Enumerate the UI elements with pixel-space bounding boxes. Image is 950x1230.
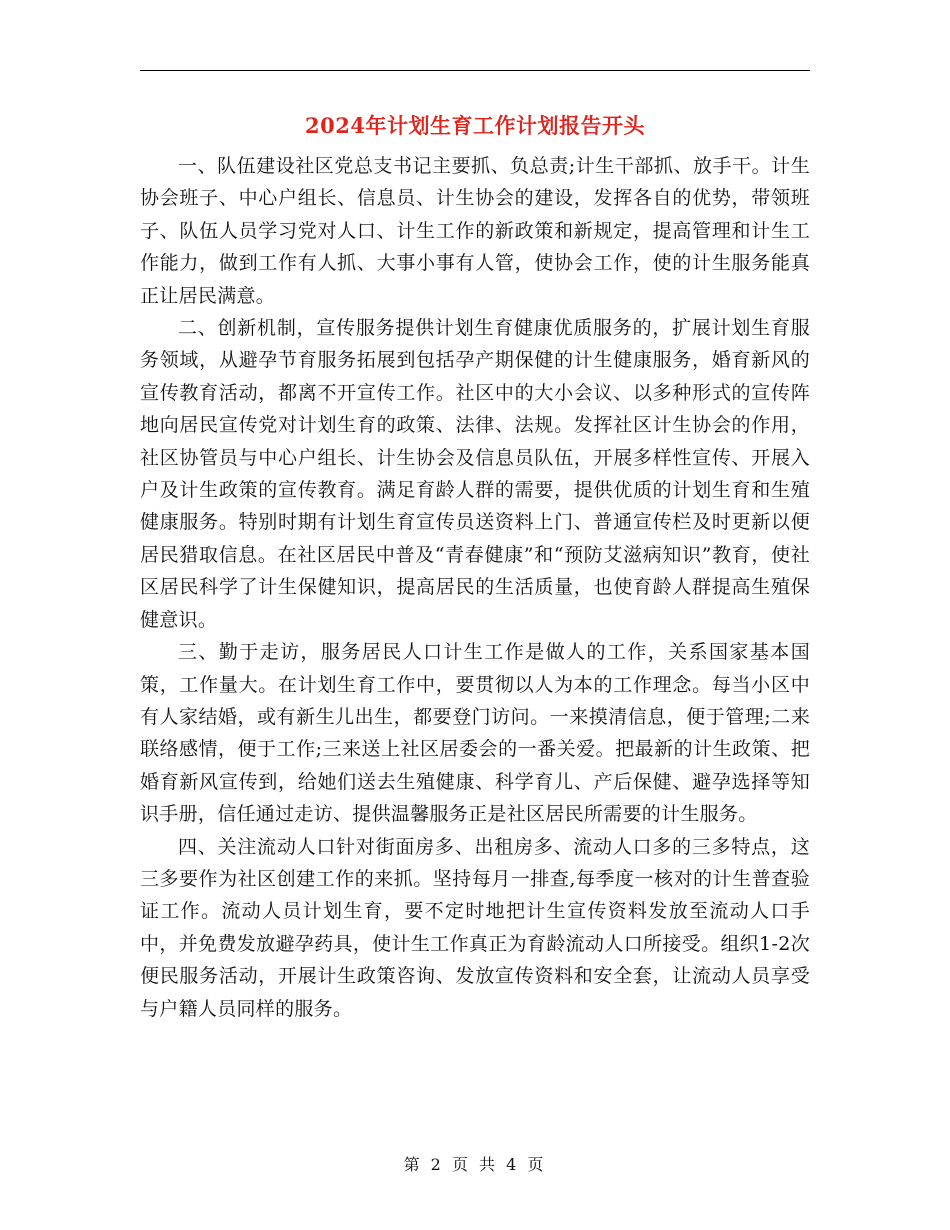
paragraph-innovation-mechanism: 二、创新机制，宣传服务提供计划生育健康优质服务的，扩展计划生育服务领域，从避孕节育服务拓展到包括孕产期保健的计生健康服务，婚育新风的宣传教育活动，都离不开宣传工作。社区中的大小会议、以多种形式的宣传阵地向居民宣传党对计划生育的政策、法律、法规。发挥社区计生协会的作用，社区协管员与中心户组长、计生协会及信息员队伍，开展多样性宣传、开展入户及计生政策的宣传教育。满足育龄人群的需要，提供优质的计划生育和生殖健康服务。特别时期有计划生育宣传员送资料上门、普通宣传栏及时更新以便居民猎取信息。在社区居民中普及“青春健康”和“预防艾滋病知识”教育，使社区居民科学了计生保健知识，提高居民的生活质量，也使育龄人群提高生殖保健意识。 [140,317,810,631]
document-title: 2024年计划生育工作计划报告开头 [305,113,645,138]
header-rule [140,70,810,71]
paragraph-team-building: 一、队伍建设社区党总支书记主要抓、负总责;计生干部抓、放手干。计生协会班子、中心户组长、信息员、计生协会的建设，发挥各自的优势，带领班子、队伍人员学习党对人口、计生工作的新政策和新规定，提高管理和计生工作能力，做到工作有人抓、大事小事有人管，使协会工作，使的计生服务能真正让居民满意。 [140,155,810,307]
document-body [140,150,810,1025]
paragraph-home-visits: 三、勤于走访，服务居民人口计生工作是做人的工作，关系国家基本国策，工作量大。在计划生育工作中，要贯彻以人为本的工作理念。每当小区中有人家结婚，或有新生儿出生，都要登门访问。一来摸清信息，便于管理;二来联络感情，便于工作;三来送上社区居委会的一番关爱。把最新的计生政策、把婚育新风宣传到，给她们送去生殖健康、科学育儿、产后保健、避孕选择等知识手册，信任通过走访、提供温馨服务正是社区居民所需要的计生服务。 [140,641,810,826]
paragraph-floating-population: 四、关注流动人口针对街面房多、出租房多、流动人口多的三多特点，这三多要作为社区创建工作的来抓。坚持每月一排查,每季度一核对的计生普查验证工作。流动人员计划生育，要不定时地把计生宣传资料发放至流动人口手中，并免费发放避孕药具，使计生工作真正为育龄流动人口所接受。组织1-2次便民服务活动，开展计生政策咨询、发放宣传资料和安全套，让流动人员享受与户籍人员同样的服务。 [140,835,810,1020]
page-number-footer: 第 2 页 共 4 页 [403,1155,547,1174]
